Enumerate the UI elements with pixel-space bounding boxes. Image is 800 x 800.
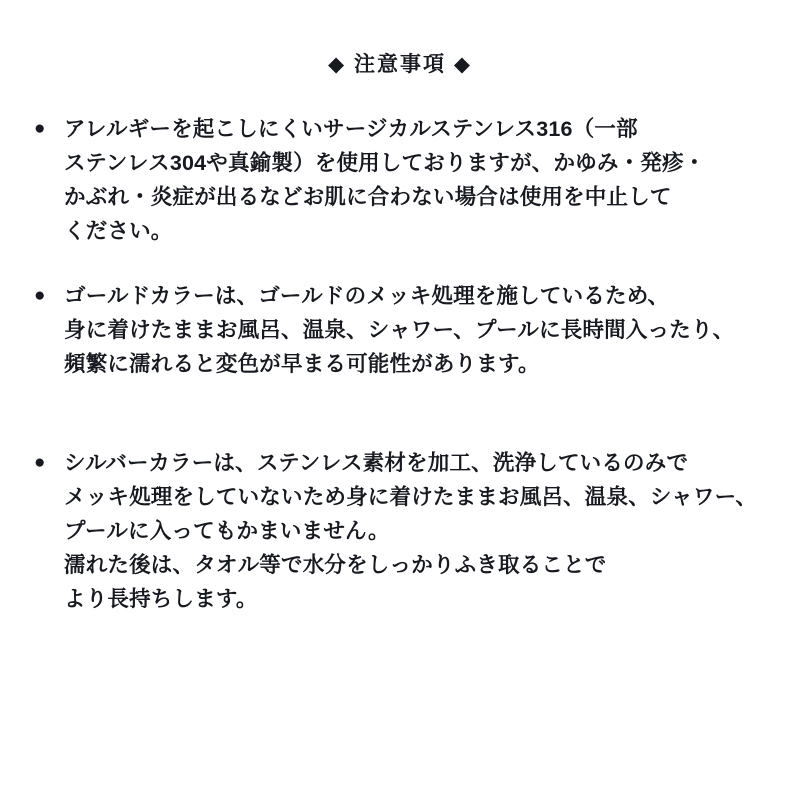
notice-line: シルバーカラーは、ステンレス素材を加工、洗浄しているのみで (64, 451, 689, 475)
notice-item-gold-color (34, 279, 780, 381)
notice-item-silver-color (34, 446, 780, 616)
notice-line: メッキ処理をしていないため身に着けたままお風呂、温泉、シャワー、 (64, 485, 758, 509)
notice-line: 頻繁に濡れると変色が早まる可能性があります。 (64, 352, 540, 376)
notice-line: 身に着けたままお風呂、温泉、シャワー、プールに長時間入ったり、 (64, 318, 735, 342)
notice-text (64, 279, 780, 381)
notice-text (64, 112, 780, 248)
notice-line: より長持ちします。 (64, 587, 258, 611)
notice-line: ゴールドカラーは、ゴールドのメッキ処理を施しているため、 (64, 284, 670, 308)
notice-line: アレルギーを起こしにくいサージカルステンレス316（一部 (64, 117, 638, 141)
notice-line: かぶれ・炎症が出るなどお肌に合わない場合は使用を中止して (64, 185, 672, 209)
bullet-icon: ● (34, 452, 46, 473)
notice-line: ください。 (64, 219, 173, 243)
bullet-icon: ● (34, 285, 46, 306)
notice-line: ステンレス304や真鍮製）を使用しておりますが、かゆみ・発疹・ (64, 151, 706, 175)
notice-text (64, 446, 780, 616)
notice-line: プールに入ってもかまいません。 (64, 519, 390, 543)
notice-item-allergy (34, 112, 780, 248)
bullet-icon: ● (34, 118, 46, 139)
page-title: ◆ 注意事項 ◆ (328, 53, 472, 76)
notice-line: 濡れた後は、タオル等で水分をしっかりふき取ることで (64, 553, 607, 577)
